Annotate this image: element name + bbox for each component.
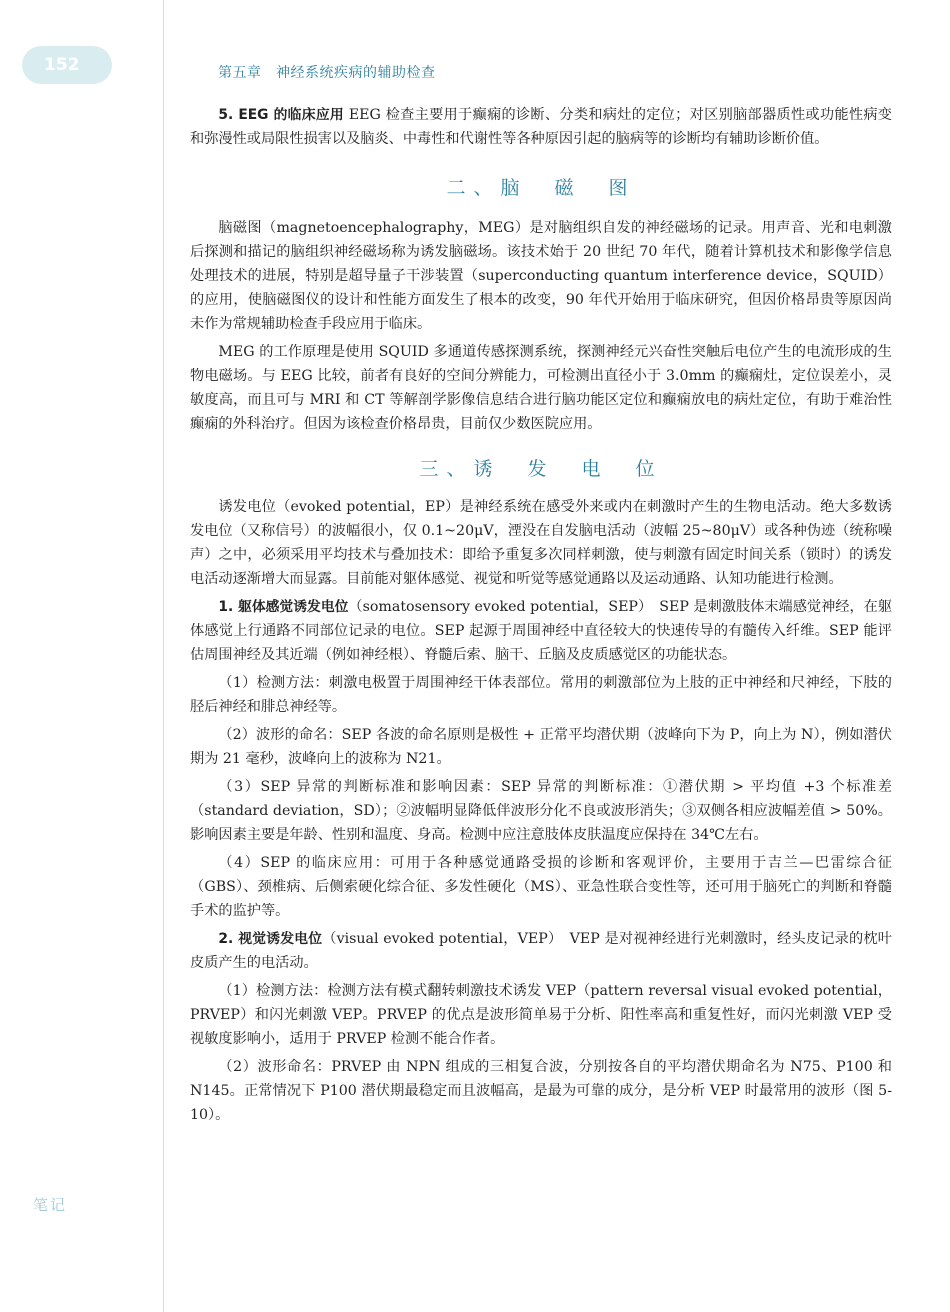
meg-paragraph-2: MEG 的工作原理是使用 SQUID 多通道传感探测系统，探测神经元兴奋性突触后电位产生的电流形成的生物电磁场。与 EEG 比较，前者有良好的空间分辨能力，可检测出直径小于 3.0mm 的癫痫灶，定位误差小，灵敏度高，而且可与 MRI 和 CT 等解剖学影像信息结合进行脑功能区定位和癫痫放电的病灶定位，有助于难治性癫痫的外科治疗。但因为该检查价格昂贵，目前仅少数医院应用。: [190, 344, 892, 432]
meg-heading: 二、脑 磁 图: [446, 177, 636, 199]
ep-heading: 三、诱 发 电 位: [419, 458, 663, 480]
sep-item-3: （3）SEP 异常的判断标准和影响因素：SEP 异常的判断标准：①潜伏期 > 平均值 +3 个标准差（standard deviation，SD）；②波幅明显降低伴波形分化不良或波形消失；③双侧各相应波幅差值 > 50%。影响因素主要是年龄、性别和温度、身高。检测中应注意肢体皮肤温度应保持在 34℃左右。: [190, 779, 892, 843]
sep-item-1: （1）检测方法：刺激电极置于周围神经干体表部位。常用的刺激部位为上肢的正中神经和尺神经，下肢的胫后神经和腓总神经等。: [190, 675, 892, 715]
margin-rule: [163, 0, 164, 1312]
chapter-title: 第五章 神经系统疾病的辅助检查: [218, 65, 436, 81]
vep-paragraph: [190, 927, 892, 975]
vep-item-1: （1）检测方法：检测方法有模式翻转刺激技术诱发 VEP（pattern reversal visual evoked potential，PRVEP）和闪光刺激 VEP。PRVEP 的优点是波形简单易于分析、阳性率高和重复性好，而闪光刺激 VEP 受视敏度影响小，适用于 PRVEP 检测不能合作者。: [190, 983, 892, 1047]
sep-paragraph: [190, 595, 892, 667]
eeg-clinical-text: EEG 检查主要用于癫痫的诊断、分类和病灶的定位；对区别脑部器质性或功能性病变和弥漫性或局限性损害以及脑炎、中毒性和代谢性等各种原因引起的脑病等的诊断均有辅助诊断价值。: [190, 107, 892, 147]
sep-lead: 1. 躯体感觉诱发电位: [218, 599, 349, 615]
vep-text: （visual evoked potential，VEP） VEP 是对视神经进行光刺激时，经头皮记录的枕叶皮质产生的电活动。: [190, 931, 892, 971]
page-number: 152: [22, 46, 112, 84]
eeg-clinical-paragraph: [190, 103, 892, 151]
ep-intro-paragraph: 诱发电位（evoked potential，EP）是神经系统在感受外来或内在刺激时产生的生物电活动。绝大多数诱发电位（又称信号）的波幅很小，仅 0.1~20μV，湮没在自发脑电活动（波幅 25~80μV）或各种伪迹（统称噪声）之中，必须采用平均技术与叠加技术：即给予重复多次同样刺激，使与刺激有固定时间关系（锁时）的诱发电活动逐渐增大而显露。目前能对躯体感觉、视觉和听觉等感觉通路以及运动通路、认知功能进行检测。: [190, 499, 892, 587]
vep-item-2: （2）波形命名：PRVEP 由 NPN 组成的三相复合波，分别按各自的平均潜伏期命名为 N75、P100 和 N145。正常情况下 P100 潜伏期最稳定而且波幅高，是最为可靠的成分，是分析 VEP 时最常用的波形（图 5-10）。: [190, 1059, 892, 1123]
sep-item-4: （4）SEP 的临床应用：可用于各种感觉通路受损的诊断和客观评价，主要用于吉兰—巴雷综合征（GBS）、颈椎病、后侧索硬化综合征、多发性硬化（MS）、亚急性联合变性等，还可用于脑死亡的判断和脊髓手术的监护等。: [190, 855, 892, 919]
sep-item-2: （2）波形的命名：SEP 各波的命名原则是极性 + 正常平均潜伏期（波峰向下为 P，向上为 N），例如潜伏期为 21 毫秒，波峰向上的波称为 N21。: [190, 727, 892, 767]
sep-text: （somatosensory evoked potential，SEP） SEP 是刺激肢体末端感觉神经，在躯体感觉上行通路不同部位记录的电位。SEP 起源于周围神经中直径较大的快速传导的有髓传入纤维。SEP 能评估周围神经及其近端（例如神经根）、脊髓后索、脑干、丘脑及皮质感觉区的功能状态。: [190, 599, 893, 663]
margin-note: 笔记: [33, 1196, 68, 1214]
eeg-clinical-lead: 5. EEG 的临床应用: [218, 107, 345, 123]
vep-lead: 2. 视觉诱发电位: [218, 931, 323, 947]
meg-paragraph-1: 脑磁图（magnetoencephalography，MEG）是对脑组织自发的神经磁场的记录。用声音、光和电刺激后探测和描记的脑组织神经磁场称为诱发脑磁场。该技术始于 20 世纪 70 年代，随着计算机技术和影像学信息处理技术的进展，特别是超导量子干涉装置（superconducting quantum interference device，SQUID）的应用，使脑磁图仪的设计和性能方面发生了根本的改变，90 年代开始用于临床研究，但因价格昂贵等原因尚未作为常规辅助检查手段应用于临床。: [190, 220, 892, 332]
page-body: [190, 103, 892, 1127]
